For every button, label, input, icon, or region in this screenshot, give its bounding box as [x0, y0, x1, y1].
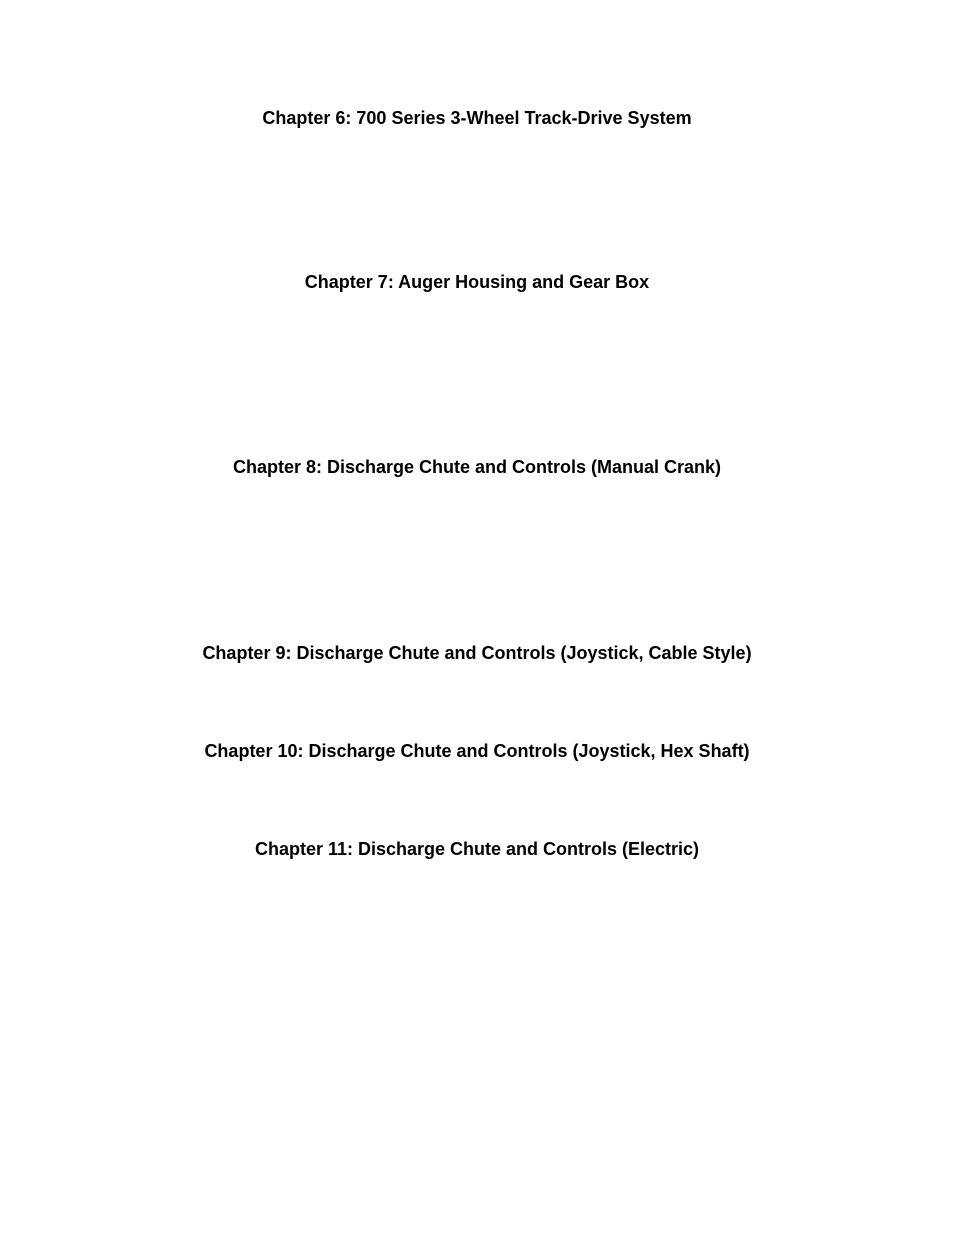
chapter-7-heading: Chapter 7: Auger Housing and Gear Box: [304, 272, 650, 292]
chapter-9-heading: Chapter 9: Discharge Chute and Controls (Joystick, Cable Style): [202, 643, 752, 663]
chapter-11-heading: Chapter 11: Discharge Chute and Controls (Electric): [254, 839, 700, 859]
chapter-10-heading: Chapter 10: Discharge Chute and Controls (Joystick, Hex Shaft): [204, 741, 750, 761]
chapter-6-heading: Chapter 6: 700 Series 3-Wheel Track-Drive System: [262, 108, 692, 128]
chapter-8-heading: Chapter 8: Discharge Chute and Controls (Manual Crank): [232, 457, 722, 477]
